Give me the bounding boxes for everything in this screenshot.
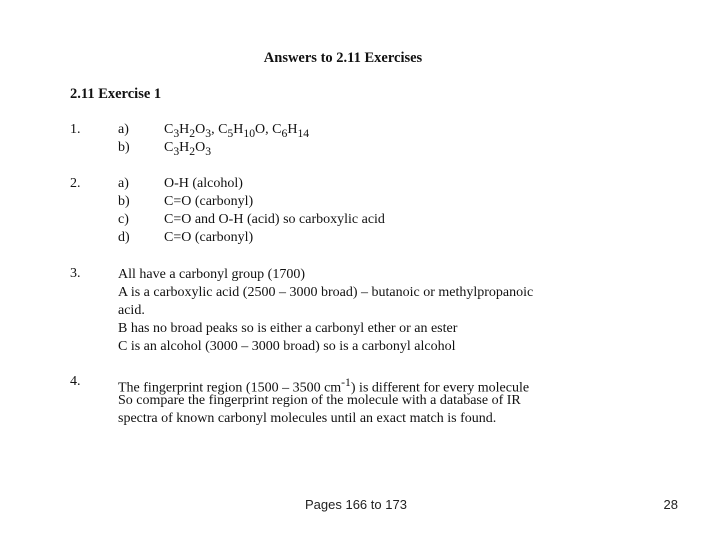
q1-a-answer: $C_3H_2O_3$, $C_5H_{10}O$, $C_6H_{14}$	[164, 122, 310, 140]
q2-d-label: d)	[118, 230, 130, 245]
q4-line: The fingerprint region (1500 – 3500 $cm^{-1}$) is different for every molecule	[118, 376, 530, 396]
q3-line: B has no broad peaks so is either a carbonyl ether or an ester	[118, 321, 458, 336]
q3-line: All have a carbonyl group (1700)	[118, 267, 305, 282]
question-4-number: 4.	[70, 374, 81, 389]
q2-a-answer: O-H (alcohol)	[164, 176, 243, 191]
page-number: 28	[663, 497, 678, 512]
q1-b-answer: $C_3H_2O_3$	[164, 140, 212, 158]
q2-a-label: a)	[118, 176, 129, 191]
footer-pages: Pages 166 to 173	[305, 497, 407, 512]
q4-answer	[118, 374, 529, 428]
q4-line: So compare the fingerprint region of the molecule with a database of IR	[118, 393, 521, 408]
section-heading: 2.11 Exercise 1	[70, 86, 162, 102]
page-title: Answers to 2.11 Exercises	[263, 50, 423, 66]
q2-b-answer: C=O (carbonyl)	[164, 194, 254, 209]
question-2-number: 2.	[70, 176, 81, 191]
q4-line: spectra of known carbonyl molecules until an exact match is found.	[118, 411, 497, 426]
q2-d-answer: C=O (carbonyl)	[164, 230, 254, 245]
q2-b-label: b)	[118, 194, 130, 209]
q2-c-answer: C=O and O-H (acid) so carboxylic acid	[164, 212, 385, 227]
question-3-number: 3.	[70, 266, 81, 281]
question-1-number: 1.	[70, 122, 81, 137]
q2-c-label: c)	[118, 212, 129, 227]
q3-line: C is an alcohol (3000 – 3000 broad) so is a carbonyl alcohol	[118, 339, 456, 354]
q1-b-label: b)	[118, 140, 130, 155]
q1-a-label: a)	[118, 122, 129, 137]
q3-line: acid.	[118, 303, 145, 318]
q3-line: A is a carboxylic acid (2500 – 3000 broad) – butanoic or methylpropanoic	[118, 285, 534, 300]
q3-answer	[118, 266, 533, 356]
